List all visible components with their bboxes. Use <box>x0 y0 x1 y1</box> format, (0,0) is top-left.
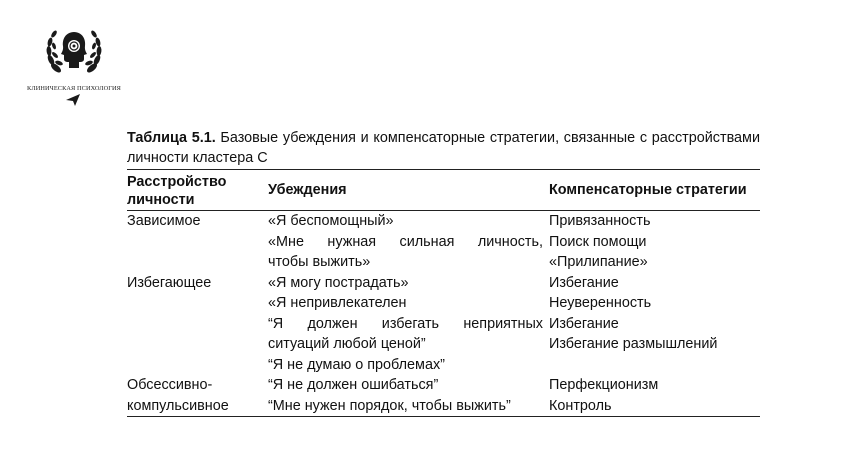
caption-label: Таблица 5.1. <box>127 130 216 146</box>
laurel-head-icon <box>44 24 104 84</box>
paper-plane-icon <box>66 94 80 106</box>
document <box>127 128 760 417</box>
table-row <box>127 273 760 376</box>
row-beliefs: «Я могу пострадать» «Я непривлекателен “Я должен избегать неприятных ситуаций любой ценой” “Я не думаю о проблемах” <box>268 274 543 373</box>
table-caption <box>127 128 760 168</box>
table-row <box>127 375 760 417</box>
logo <box>22 24 126 108</box>
row-beliefs: «Я беспомощный» «Мне нужная сильная личность, чтобы выжить» <box>268 213 543 270</box>
beliefs-table <box>127 169 760 417</box>
header-beliefs: Убеждения <box>268 182 347 198</box>
caption-text: Базовые убеждения и компенсаторные стратегии, связанные с расстройствами личности кластера С <box>127 130 760 166</box>
header-disorder: Расстройство личности <box>127 174 227 208</box>
table-row <box>127 211 760 273</box>
row-disorder: Избегающее <box>127 274 212 291</box>
row-disorder: Зависимое <box>127 213 201 229</box>
table-header-row <box>127 170 760 211</box>
row-disorder: Обсессивно- компульсивное <box>127 377 229 414</box>
row-strategies: Перфекционизм Контроль <box>549 377 659 414</box>
row-beliefs: “Я не должен ошибаться” “Мне нужен порядок, чтобы выжить” <box>268 377 511 414</box>
header-strategies: Компенсаторные стратегии <box>549 182 747 198</box>
logo-text: КЛИНИЧЕСКАЯ ПСИХОЛОГИЯ <box>27 85 121 92</box>
row-strategies: Избегание Неуверенность Избегание Избегание размышлений <box>549 274 718 352</box>
row-strategies: Привязанность Поиск помощи «Прилипание» <box>549 213 651 270</box>
